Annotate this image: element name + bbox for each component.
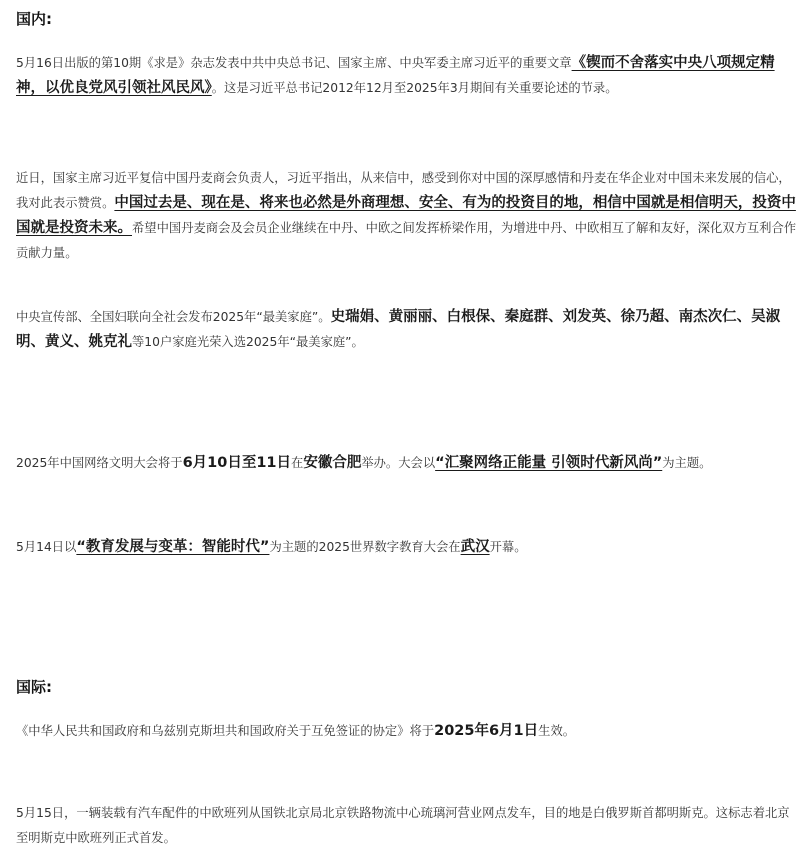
visa-outro: 生效。 <box>538 724 576 738</box>
train-text: 5月15日，一辆装载有汽车配件的中欧班列从国铁北京局北京铁路物流中心琉璃河营业网点发车，目的地是白俄罗斯首都明斯克。这标志着北京至明斯克中欧班列正式首发。 <box>16 806 790 845</box>
visa-intro: 《中华人民共和国政府和乌兹别克斯坦共和国政府关于互免签证的协定》将于 <box>16 724 435 738</box>
families-names: 史瑞娟、黄丽丽、白根保、秦庭群、刘发英、徐乃超、南杰次仁、吴淑明、黄义、姚克礼 <box>16 309 781 350</box>
education-mid: 为主题的2025世界数字教育大会在 <box>269 540 461 554</box>
domestic-news-qiushi <box>16 51 798 101</box>
network-intro: 2025年中国网络文明大会将于 <box>16 456 183 470</box>
network-in: 在 <box>291 456 304 470</box>
denmark-quote: 中国过去是、现在是、将来也必然是外商理想、安全、有为的投资目的地，相信中国就是相信明天，投资中国就是投资未来。 <box>16 195 796 236</box>
families-intro: 中央宣传部、全国妇联向全社会发布2025年“最美家庭”。 <box>16 310 331 324</box>
education-location: 武汉 <box>460 539 490 555</box>
education-date: 5月14日以 <box>16 540 77 554</box>
qiushi-note: 。这是习近平总书记2012年12月至2025年3月期间有关重要论述的节录。 <box>211 81 618 95</box>
network-outro: 为主题。 <box>662 456 712 470</box>
education-outro: 开幕。 <box>489 540 527 554</box>
network-theme-intro: 举办。大会以 <box>361 456 436 470</box>
domestic-news-denmark <box>16 166 798 266</box>
international-news-visa <box>16 719 798 744</box>
international-news-train <box>16 801 798 851</box>
qiushi-article-title: 《锲而不舍落实中央八项规定精神，以优良党风引领社风民风》 <box>16 55 775 96</box>
qiushi-intro: 5月16日出版的第10期《求是》杂志发表中共中央总书记、国家主席、中央军委主席习近平的重要文章 <box>16 56 572 70</box>
education-theme: “教育发展与变革：智能时代” <box>76 539 270 555</box>
network-theme: “汇聚网络正能量 引领时代新风尚” <box>435 455 663 471</box>
families-outro: 等10户家庭光荣入选2025年“最美家庭”。 <box>132 335 364 349</box>
domestic-news-families <box>16 305 798 355</box>
domestic-heading: 国内: <box>16 10 52 28</box>
network-location: 安徽合肥 <box>303 455 362 471</box>
denmark-outro: 希望中国丹麦商会及会员企业继续在中丹、中欧之间发挥桥梁作用，为增进中丹、中欧相互了解和友好，深化双方互利合作贡献力量。 <box>16 221 797 260</box>
visa-date: 2025年6月1日 <box>434 723 539 739</box>
domestic-news-digital-education <box>16 535 798 560</box>
denmark-intro: 近日，国家主席习近平复信中国丹麦商会负责人，习近平指出，从来信中，感受到你对中国的深厚感情和丹麦在华企业对中国未来发展的信心，我对此表示赞赏。 <box>16 171 791 210</box>
domestic-news-network-civilization <box>16 451 798 476</box>
international-heading: 国际: <box>16 678 52 696</box>
network-date: 6月10日至11日 <box>182 455 292 471</box>
